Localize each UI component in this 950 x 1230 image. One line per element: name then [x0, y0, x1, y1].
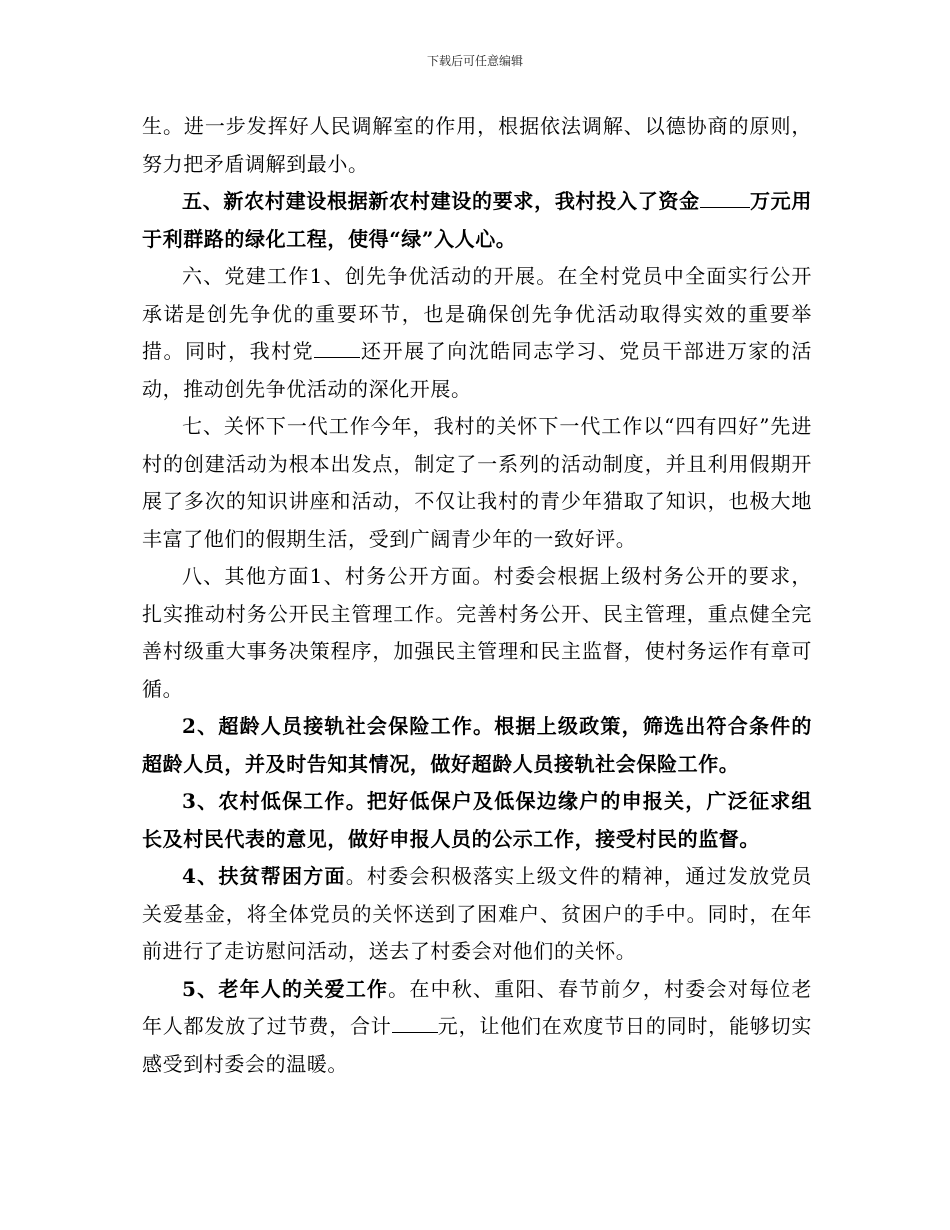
paragraph-party-building: [142, 258, 812, 408]
paragraph-text: 。村委会积极落实上级文件的精神，通过发放党员关爱基金，将全体党员的关怀送到了困难户、贫困户的手中。同时，在年前进行了走访慰问活动，送去了村委会对他们的关怀。: [142, 864, 812, 963]
paragraph-text: 六、党建工作1、创先争优活动的开展。在全村党员中全面实行公开承诺是创先争优的重要环节，也是确保创先争优活动取得实效的重要举措。同时，我村党: [142, 264, 812, 363]
paragraph-social-insurance: 2、超龄人员接轨社会保险工作。根据上级政策，筛选出符合条件的超龄人员，并及时告知其情况，做好超龄人员接轨社会保险工作。: [142, 714, 812, 776]
fill-blank-total: [392, 1014, 438, 1033]
paragraph-poverty-relief: [142, 858, 812, 971]
paragraph-elderly-care: [142, 971, 812, 1084]
fill-blank-amount: [700, 189, 750, 208]
paragraph-text: 还开展了向沈皓同志学习、党员干部进万家的活动，推动创先争优活动的深化开展。: [142, 339, 812, 401]
paragraph-text: 五、新农村建设根据新农村建设的要求，我村投入了资金: [182, 189, 700, 213]
paragraph-low-income-security: 3、农村低保工作。把好低保户及低保边缘户的申报关，广泛征求组长及村民代表的意见，做好申报人员的公示工作，接受村民的监督。: [142, 789, 812, 851]
paragraph-mediation-continued: 生。进一步发挥好人民调解室的作用，根据依法调解、以德协商的原则，努力把矛盾调解到最小。: [142, 114, 812, 176]
paragraph-next-generation-care: 七、关怀下一代工作今年，我村的关怀下一代工作以“四有四好”先进村的创建活动为根本出发点，制定了一系列的活动制度，并且利用假期开展了多次的知识讲座和活动，不仅让我村的青少年猎取了知识，也极大地丰富了他们的假期生活，受到广阔青少年的一致好评。: [142, 414, 812, 551]
paragraph-heading: 5、老年人的关爱工作: [182, 976, 389, 1001]
paragraph-text: 万元用于利群路的绿化工程，使得“绿”入人心。: [142, 189, 813, 251]
document-body: [142, 108, 812, 1083]
fill-blank-party: [314, 339, 360, 358]
paragraph-village-affairs: 八、其他方面1、村务公开方面。村委会根据上级村务公开的要求，扎实推动村务公开民主管理工作。完善村务公开、民主管理，重点健全完善村级重大事务决策程序，加强民主管理和民主监督，使村务运作有章可循。: [142, 564, 812, 701]
page-header: 下载后可任意编辑: [426, 54, 523, 68]
paragraph-text: 。在中秋、重阳、春节前夕，村委会对每位老年人都发放了过节费，合计: [142, 976, 813, 1038]
paragraph-heading: 4、扶贫帮困方面: [182, 864, 346, 888]
paragraph-text: 元，让他们在欢度节日的同时，能够切实感受到村委会的温暖。: [142, 1014, 812, 1076]
paragraph-new-rural-construction: [142, 183, 812, 258]
